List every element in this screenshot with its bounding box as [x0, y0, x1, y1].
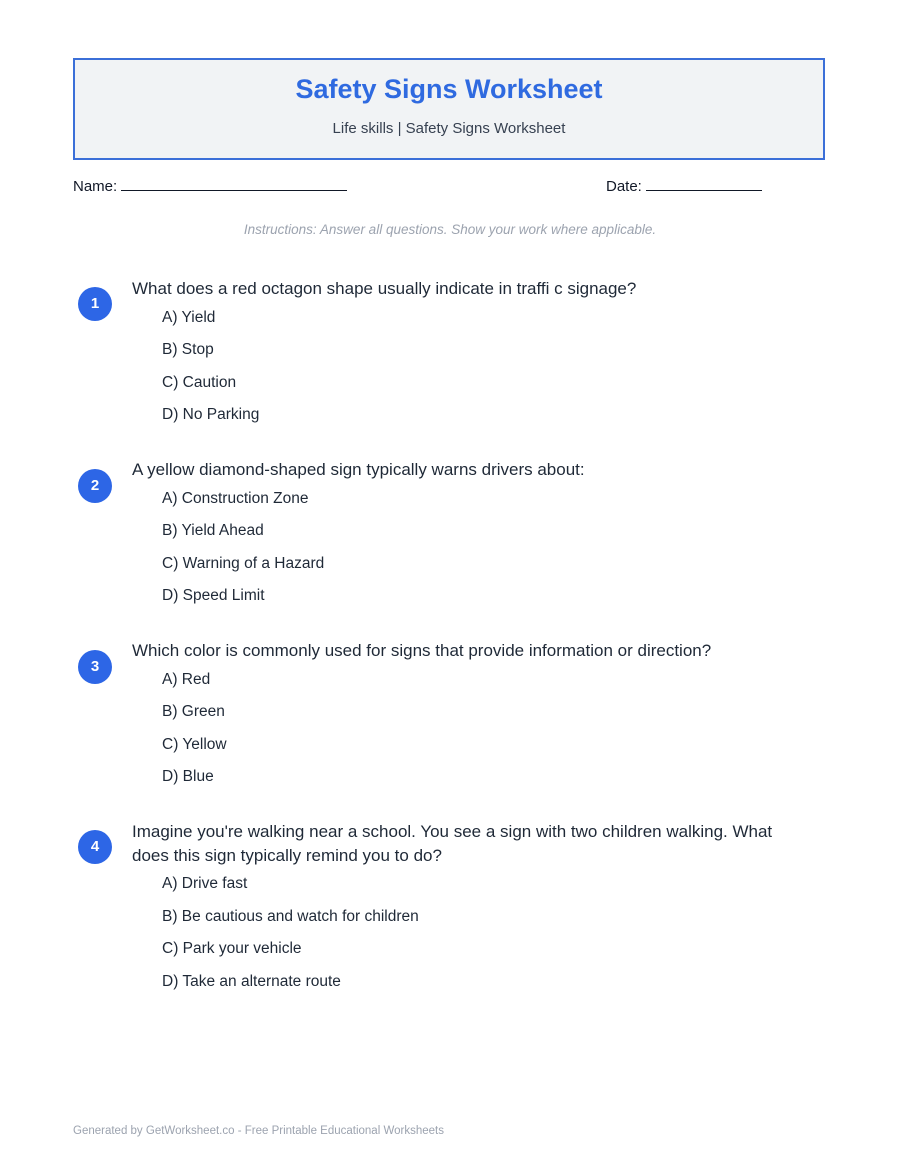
worksheet-title: Safety Signs Worksheet [295, 74, 603, 104]
question-number-badge: 4 [78, 830, 112, 864]
worksheet-header [73, 58, 825, 160]
answer-option: B) Yield Ahead [162, 522, 264, 539]
question-text: A yellow diamond-shaped sign typically warns drivers about: [132, 460, 585, 479]
question-text: Which color is commonly used for signs that provide information or direction? [132, 641, 712, 660]
answer-option: B) Stop [162, 341, 214, 358]
name-label: Name: [73, 178, 118, 195]
question-number-badge: 3 [78, 650, 112, 684]
answer-option: A) Drive fast [162, 875, 248, 892]
question-number-badge: 2 [78, 469, 112, 503]
answer-option: A) Construction Zone [162, 490, 309, 507]
worksheet-subtitle: Life skills | Safety Signs Worksheet [332, 120, 566, 137]
answer-option: D) Speed Limit [162, 587, 265, 604]
answer-option: C) Yellow [162, 736, 227, 753]
answer-option: A) Yield [162, 309, 216, 326]
date-blank-line[interactable] [646, 176, 762, 191]
instructions-text: Instructions: Answer all questions. Show your work where applicable. [243, 222, 657, 237]
question-number-badge: 1 [78, 287, 112, 321]
date-label: Date: [606, 178, 642, 195]
name-blank-line[interactable] [121, 176, 347, 191]
answer-option: B) Green [162, 703, 225, 720]
question-text: Imagine you're walking near a school. You see a sign with two children walking. What does this sign typically remind you to do? [132, 822, 773, 865]
question-text: What does a red octagon shape usually indicate in traffi c signage? [132, 279, 637, 298]
answer-option: B) Be cautious and watch for children [162, 908, 419, 925]
footer-credit: Generated by GetWorksheet.co - Free Printable Educational Worksheets [73, 1125, 444, 1137]
answer-option: D) Take an alternate route [162, 973, 341, 990]
answer-option: C) Caution [162, 374, 237, 391]
date-field [606, 176, 762, 197]
answer-option: C) Park your vehicle [162, 940, 302, 957]
answer-option: D) Blue [162, 768, 214, 785]
answer-option: C) Warning of a Hazard [162, 555, 325, 572]
name-field [73, 176, 347, 197]
answer-option: D) No Parking [162, 406, 260, 423]
answer-option: A) Red [162, 671, 211, 688]
